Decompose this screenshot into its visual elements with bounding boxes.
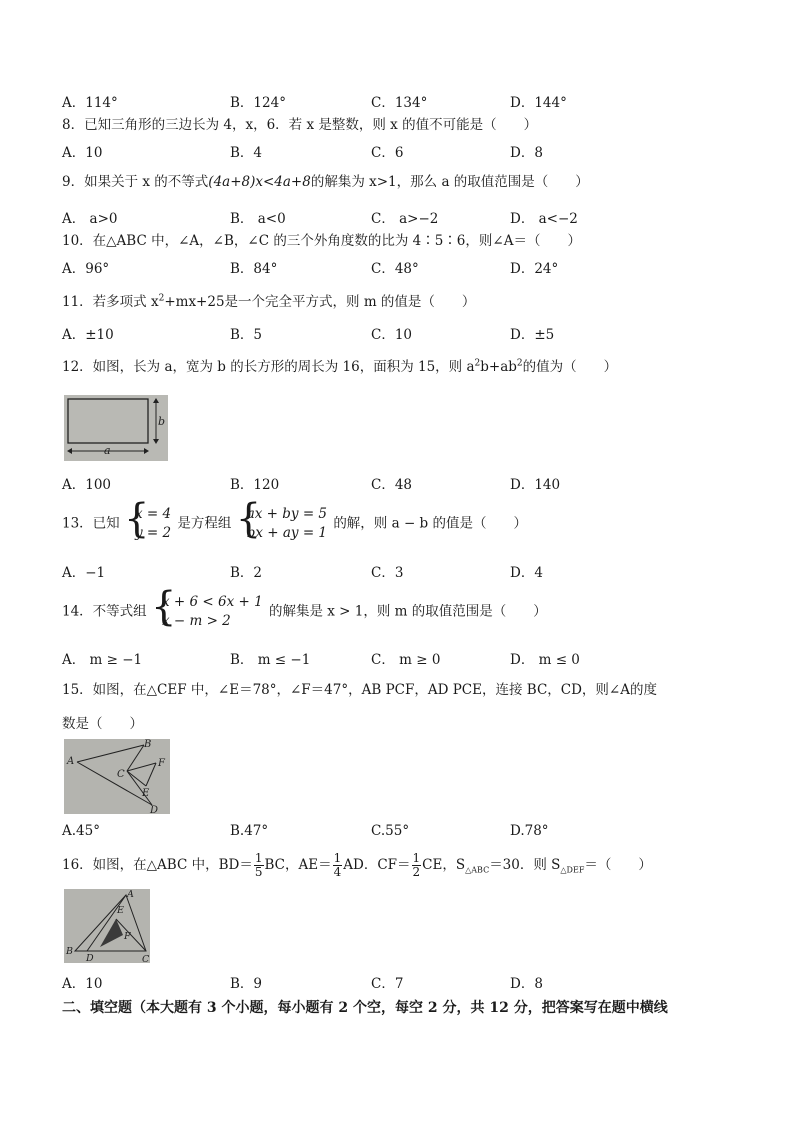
q12-option-d[interactable]: D．140: [510, 477, 561, 493]
q16-label-d: D: [86, 953, 94, 963]
q15-label-f: F: [158, 758, 165, 769]
q10-option-c[interactable]: C．48°: [371, 261, 419, 277]
q8-option-d[interactable]: D．8: [510, 145, 543, 161]
q12-stem-b: b+ab: [480, 359, 517, 375]
q15-option-c[interactable]: C.55°: [371, 823, 410, 839]
q9-option-a[interactable]: A． a>0: [62, 211, 118, 227]
q16-sub-def: △DEF: [560, 865, 585, 875]
q16-stem-d: CE，S: [422, 857, 466, 873]
q16-f2-num: 1: [333, 851, 342, 865]
q12-stem-a: 12．如图，长为 a，宽为 b 的长方形的周长为 16，面积为 15，则 a: [62, 359, 475, 375]
q16-stem-c: AD．CF＝: [343, 857, 411, 873]
q12-option-a[interactable]: A．100: [62, 477, 112, 493]
q16-option-b[interactable]: B．9: [230, 976, 263, 992]
q15-options: [62, 823, 762, 843]
q10-stem: 10．在△ABC 中，∠A，∠B，∠C 的三个外角度数的比为 4∶5∶6，则∠A＝（ ）: [62, 233, 581, 249]
q12-stem: [62, 357, 617, 377]
q13-option-b[interactable]: B．2: [230, 565, 263, 581]
q11-options: [62, 323, 762, 343]
q14-option-d[interactable]: D． m ≤ 0: [510, 652, 580, 668]
label-b: b: [158, 415, 166, 428]
q14-sys-line2: x − m > 2: [161, 613, 231, 629]
q12-option-b[interactable]: B．120: [230, 477, 280, 493]
q12-exp2: 2: [516, 358, 523, 369]
q7-option-d[interactable]: D．144°: [510, 95, 567, 111]
q13-option-d[interactable]: D．4: [510, 565, 543, 581]
q15-option-d[interactable]: D.78°: [510, 823, 549, 839]
q15-label-e: E: [142, 788, 150, 799]
q12-option-c[interactable]: C．48: [371, 477, 413, 493]
q13-option-a[interactable]: A．−1: [62, 565, 106, 581]
q8-options: [62, 141, 762, 161]
q13-sys1-line2: y = 2: [134, 525, 172, 541]
q9-options: [62, 207, 762, 227]
q16-f1-num: 1: [254, 851, 263, 865]
q8-option-a[interactable]: A．10: [62, 145, 103, 161]
q15-figure: [64, 739, 170, 814]
q10-options: [62, 257, 762, 277]
q13-stem-b: 是方程组: [177, 515, 232, 532]
q11-option-a[interactable]: A．±10: [62, 327, 114, 343]
q16-stem-b: BC，AE＝: [264, 857, 332, 873]
q14-stem-a: 14．不等式组: [62, 603, 147, 620]
q16-fraction-3: [412, 852, 422, 879]
q16-stem: [62, 852, 652, 879]
q16-f3-num: 1: [412, 851, 421, 865]
q13-stem-c: 的解，则 a − b 的值是（ ）: [333, 515, 527, 532]
q15-option-b[interactable]: B.47°: [230, 823, 269, 839]
q8-stem: 8．已知三角形的三边长为 4，x，6．若 x 是整数，则 x 的值不可能是（ ）: [62, 117, 538, 133]
q16-sub-abc: △ABC: [465, 865, 490, 875]
q16-label-c: C: [142, 954, 150, 963]
rectangle-figure: [64, 395, 168, 461]
q13-stem-a: 13．已知: [62, 515, 120, 532]
q16-option-c[interactable]: C．7: [371, 976, 404, 992]
q8-option-b[interactable]: B．4: [230, 145, 263, 161]
q11-exponent: 2: [158, 293, 165, 304]
q9-option-b[interactable]: B． a<0: [230, 211, 286, 227]
q9-option-d[interactable]: D． a<−2: [510, 211, 578, 227]
q16-fraction-2: [333, 852, 343, 879]
q16-label-a: A: [127, 889, 134, 900]
q16-stem-f: ＝（ ）: [584, 857, 652, 873]
q16-stem-a: 16．如图，在△ABC 中，BD＝: [62, 857, 253, 873]
q15-option-a[interactable]: A.45°: [62, 823, 100, 839]
q9-stem: [62, 172, 589, 192]
q16-fraction-1: [254, 852, 264, 879]
q16-label-e: E: [117, 905, 124, 916]
q12-options: [62, 473, 762, 493]
q15-stem-line2: 数是（ ）: [62, 716, 143, 732]
q10-option-a[interactable]: A．96°: [62, 261, 110, 277]
q14-sys-line1: { x + 6 < 6x + 1: [161, 594, 263, 610]
q13-solution-system: [126, 505, 171, 543]
q16-figure: [64, 889, 150, 963]
q14-option-b[interactable]: B． m ≤ −1: [230, 652, 311, 668]
q7-option-a[interactable]: A．114°: [62, 95, 118, 111]
q16-f1-den: 5: [254, 865, 263, 879]
q9-option-c[interactable]: C． a>−2: [371, 211, 439, 227]
q9-inequality: (4a+8)x<4a+8: [208, 174, 311, 190]
q15-label-b: B: [144, 739, 152, 750]
q11-stem-a: 11．若多项式 x: [62, 294, 159, 310]
q15-stem-line1: 15．如图，在△CEF 中，∠E＝78°，∠F＝47°，AB PCF，AD PCE，连接 BC，CD，则∠A的度: [62, 682, 657, 698]
q13-sys1-line1: { x = 4: [134, 506, 172, 522]
section-2-heading: 二、填空题（本大题有 3 个小题，每小题有 2 个空，每空 2 分，共 12 分，把答案写在题中横线: [62, 1000, 668, 1016]
q11-stem: [62, 292, 475, 312]
q11-option-c[interactable]: C．10: [371, 327, 413, 343]
q14-stem-b: 的解集是 x > 1，则 m 的取值范围是（ ）: [268, 603, 547, 620]
q13-sys2-line2: bx + ay = 1: [246, 525, 328, 541]
q13-option-c[interactable]: C．3: [371, 565, 404, 581]
q13-sys2-line1: { ax + by = 5: [246, 506, 328, 522]
q14-option-c[interactable]: C． m ≥ 0: [371, 652, 441, 668]
q16-f2-den: 4: [333, 865, 342, 879]
q11-option-d[interactable]: D．±5: [510, 327, 555, 343]
q13-options: [62, 561, 762, 581]
q14-options: [62, 648, 762, 668]
q9-stem-c: 的解集为 x>1，那么 a 的取值范围是（ ）: [310, 174, 589, 190]
q11-stem-b: +mx+25是一个完全平方式，则 m 的值是（ ）: [164, 294, 476, 310]
q14-option-a[interactable]: A． m ≥ −1: [62, 652, 143, 668]
q7-options: [62, 91, 762, 111]
label-a: a: [104, 444, 111, 457]
q11-option-b[interactable]: B．5: [230, 327, 263, 343]
q12-stem-c: 的值为（ ）: [522, 359, 618, 375]
q10-option-d[interactable]: D．24°: [510, 261, 559, 277]
q13-stem: [62, 505, 527, 543]
q16-option-a[interactable]: A．10: [62, 976, 103, 992]
q16-f3-den: 2: [412, 865, 421, 879]
q16-stem-e: ＝30．则 S: [489, 857, 561, 873]
q14-inequality-system: [153, 593, 263, 631]
q12-exp1: 2: [474, 358, 481, 369]
q16-options: [62, 972, 762, 992]
q15-label-a: A: [67, 756, 75, 767]
q13-equation-system: [238, 505, 327, 543]
q9-stem-a: 9．如果关于 x 的不等式: [62, 174, 209, 190]
q8-option-c[interactable]: C．6: [371, 145, 404, 161]
q15-label-c: C: [117, 769, 125, 780]
q16-label-f: F: [124, 931, 131, 942]
q14-stem: [62, 593, 547, 631]
q15-label-d: D: [150, 805, 159, 814]
q7-option-c[interactable]: C．134°: [371, 95, 428, 111]
q16-label-b: B: [66, 946, 73, 957]
q16-option-d[interactable]: D．8: [510, 976, 543, 992]
q10-option-b[interactable]: B．84°: [230, 261, 278, 277]
q7-option-b[interactable]: B．124°: [230, 95, 286, 111]
